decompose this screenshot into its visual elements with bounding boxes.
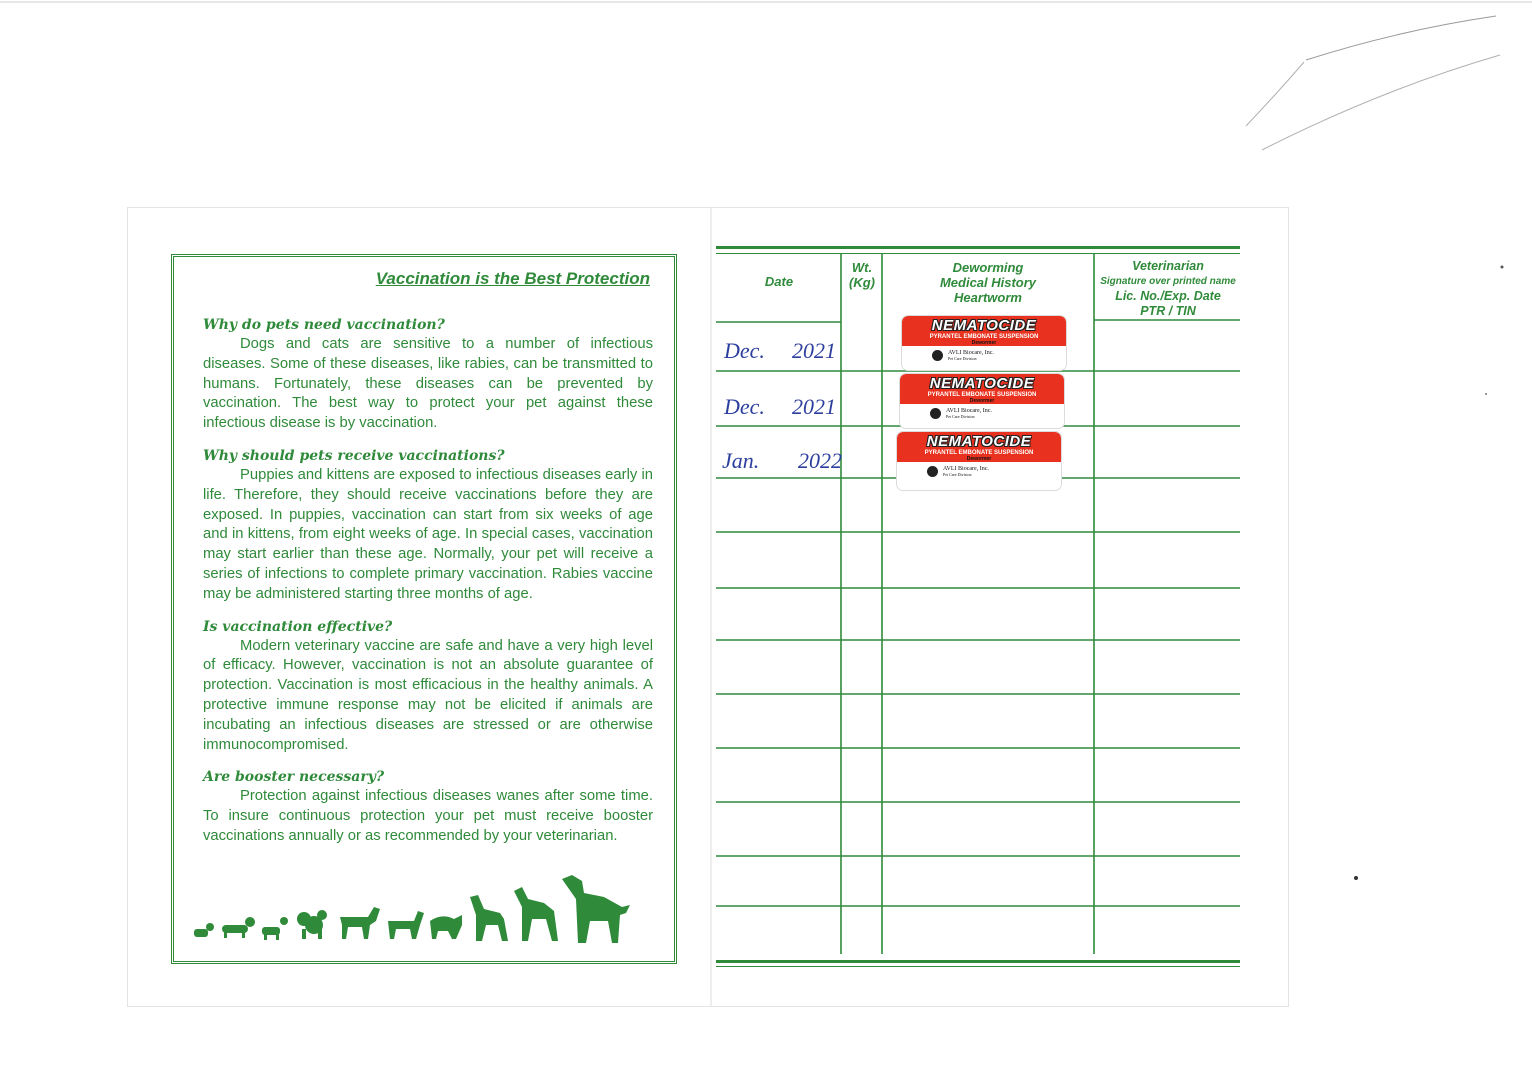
maker-logo-icon xyxy=(927,466,938,477)
header-weight: Wt. (Kg) xyxy=(849,260,875,290)
section-text: Dogs and cats are sensitive to a number of infectious diseases. Some of these diseases, like rabies, can be transmitted to humans. Fortunately, these diseases can be prevented by vaccination. The best way to protect your pet against these infectious disease is by vaccination. xyxy=(203,336,653,432)
entry-month: Jan. xyxy=(722,448,760,473)
page-title: Vaccination is the Best Protection xyxy=(375,269,650,288)
entry-year: 2022 xyxy=(798,448,842,473)
dog-silhouettes-icon xyxy=(192,869,662,949)
header-veterinarian: Veterinarian Signature over printed name Lic. No./Exp. Date PTR / TIN xyxy=(1100,259,1236,318)
section-question: Is vaccination effective? xyxy=(203,618,393,635)
section-text: Puppies and kittens are exposed to infectious diseases early in life. Therefore, they should receive vaccinations before they are exposed. In puppies, vaccination can start from six weeks of age and in kittens, from eight weeks of age. In special cases, vaccination may start earlier than these age. Normally, your pet will receive a series of infections to complete primary vaccination. Rabies vaccine may be administered starting three months of age. xyxy=(203,466,653,602)
booklet-fold xyxy=(710,208,712,1006)
left-page-frame xyxy=(171,254,677,964)
dewormer-sticker: NEMATOCIDE PYRANTEL EMBONATE SUSPENSION Dewormer AVLI Biocare, Inc. Pet Care Division xyxy=(900,374,1064,428)
maker-logo-icon xyxy=(932,350,943,361)
entry-month: Dec. xyxy=(724,338,765,363)
entry-year: 2021 xyxy=(792,338,836,363)
right-page-log xyxy=(716,208,1240,1006)
vaccination-booklet xyxy=(128,208,1288,1006)
header-deworming: Deworming Medical History Heartworm xyxy=(939,260,1037,305)
section-text: Modern veterinary vaccine are safe and have a very high level of efficacy. However, vaccination is not an absolute guarantee of protection. Vaccination is most efficacious in the healthy animals. A protective immune response may not be elicited if animals are incubating an infectious diseases are stressed or are otherwise immunocompromised. xyxy=(203,637,653,753)
entry-year: 2021 xyxy=(792,394,836,419)
left-page-body xyxy=(203,309,653,857)
dewormer-sticker: NEMATOCIDE PYRANTEL EMBONATE SUSPENSION Dewormer AVLI Biocare, Inc. Pet Care Division xyxy=(902,316,1066,370)
entry-month: Dec. xyxy=(724,394,765,419)
maker-logo-icon xyxy=(930,408,941,419)
section-question: Are booster necessary? xyxy=(203,769,385,786)
section-question: Why do pets need vaccination? xyxy=(203,317,445,333)
header-date: Date xyxy=(764,274,794,289)
dewormer-sticker: NEMATOCIDE PYRANTEL EMBONATE SUSPENSION Dewormer AVLI Biocare, Inc. Pet Care Division xyxy=(897,432,1061,490)
section-text: Protection against infectious diseases wanes after some time. To insure continuous protection your pet must receive booster vaccinations annually or as recommended by your veterinarian. xyxy=(203,788,653,844)
section-question: Why should pets receive vaccinations? xyxy=(203,447,505,464)
